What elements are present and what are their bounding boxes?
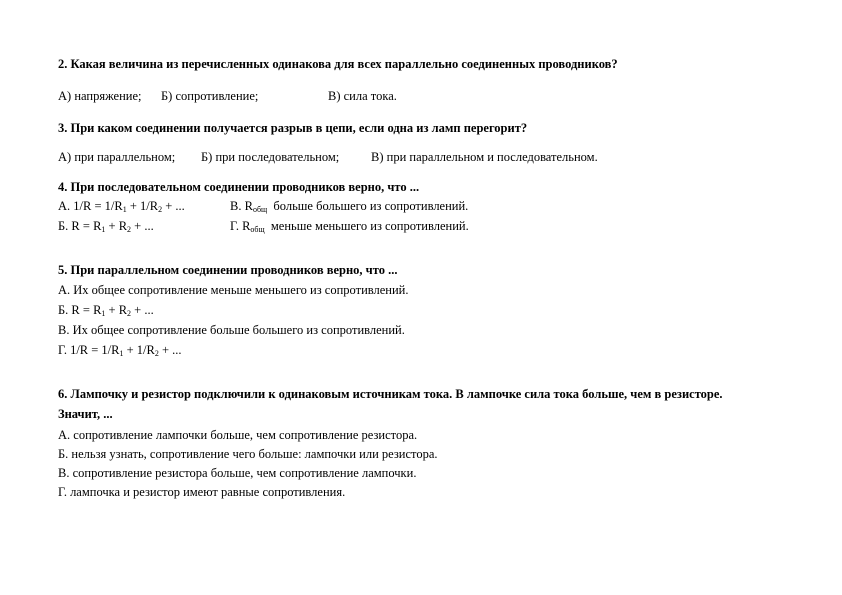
q5-option-g: Г. $1/R = 1/R_1 + 1/R_2$ + ...: [58, 343, 182, 358]
q5-option-v: В. Их общее сопротивление больше большего из сопротивлений.: [58, 323, 405, 337]
q3-option-c: В) при параллельном и последовательном.: [371, 150, 598, 164]
q2-option-b: Б) сопротивление;: [161, 89, 259, 103]
q2-option-a: А) напряжение;: [58, 89, 142, 103]
question-4: 4. При последовательном соединении проводников верно, что ...: [58, 180, 420, 194]
q6-option-v: В. сопротивление резистора больше, чем сопротивление лампочки.: [58, 466, 417, 480]
q2-option-c: В) сила тока.: [328, 89, 397, 103]
question-5: 5. При параллельном соединении проводников верно, что ...: [58, 263, 398, 277]
q4-option-a: А. $1/R = 1/R_1 + 1/R_2$ + ...: [58, 199, 185, 214]
q3-option-b: Б) при последовательном;: [201, 150, 340, 164]
question-6-line-1: 6. Лампочку и резистор подключили к одинаковым источникам тока. В лампочке сила тока больше, чем в резисторе.: [58, 387, 723, 401]
q5-option-b: Б. $R = R_1 + R_2$ + ...: [58, 303, 154, 318]
q4-option-g: Г. $R_{общ}$ меньше меньшего из сопротивлений.: [230, 219, 469, 234]
q4-option-v: В. $R_{общ}$ больше большего из сопротивлений.: [230, 199, 469, 214]
q4-row-2: [58, 219, 469, 234]
q6-option-a: А. сопротивление лампочки больше, чем сопротивление резистора.: [58, 428, 418, 442]
q6-option-b: Б. нельзя узнать, сопротивление чего больше: лампочки или резистора.: [58, 447, 438, 461]
q3-answers: [58, 150, 598, 165]
q4-row-1: [58, 199, 469, 214]
q5-option-a: А. Их общее сопротивление меньше меньшего из сопротивлений.: [58, 283, 409, 297]
question-3: 3. При каком соединении получается разрыв в цепи, если одна из ламп перегорит?: [58, 121, 528, 135]
question-2: 2. Какая величина из перечисленных одинакова для всех параллельно соединенных проводников?: [58, 57, 618, 71]
q6-option-g: Г. лампочка и резистор имеют равные сопротивления.: [58, 485, 346, 499]
q2-answers: [58, 89, 397, 104]
q3-option-a: А) при параллельном;: [58, 150, 176, 164]
q4-option-b: Б. $R = R_1 + R_2$ + ...: [58, 219, 154, 234]
question-6-line-2: Значит, ...: [58, 407, 113, 421]
